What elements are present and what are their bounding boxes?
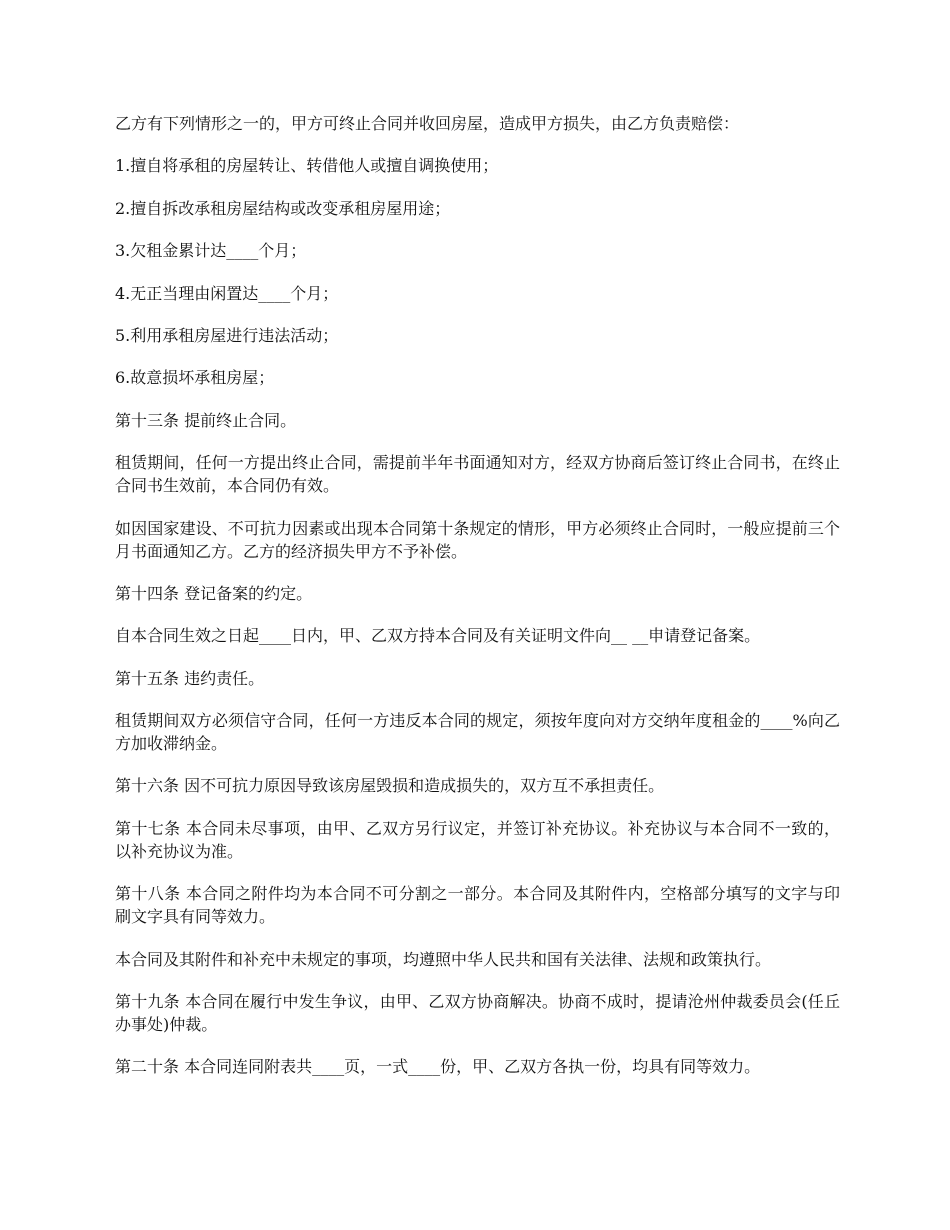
- article-20: 第二十条 本合同连同附表共____页，一式____份，甲、乙双方各执一份，均具有同等效力。: [115, 1057, 761, 1077]
- paragraph-item-2: 2.擅自拆改承租房屋结构或改变承租房屋用途；: [115, 198, 451, 218]
- paragraph-item-4: 4.无正当理由闲置达____个月；: [115, 283, 339, 303]
- paragraph-item-3: 3.欠租金累计达____个月；: [115, 241, 307, 261]
- article-17: 第十七条 本合同未尽事项，由甲、乙双方另行议定，并签订补充协议。补充协议与本合同不一致的，以补充协议为准。: [115, 818, 840, 861]
- paragraph-item-5: 5.利用承租房屋进行违法活动；: [115, 325, 339, 345]
- article-16: 第十六条 因不可抗力原因导致该房屋毁损和造成损失的，双方互不承担责任。: [115, 776, 665, 796]
- article-18-supplement: 本合同及其附件和补充中未规定的事项，均遵照中华人民共和国有关法律、法规和政策执行。: [115, 949, 772, 969]
- article-15-heading: 第十五条 违约责任。: [115, 668, 265, 688]
- article-13-body-1: 租赁期间，任何一方提出终止合同，需提前半年书面通知对方，经双方协商后签订终止合同书，在终止合同书生效前，本合同仍有效。: [115, 453, 840, 496]
- document-page: [115, 112, 840, 1098]
- article-19: 第十九条 本合同在履行中发生争议，由甲、乙双方协商解决。协商不成时，提请沧州仲裁委员会(任丘办事处)仲裁。: [115, 992, 840, 1035]
- article-15-body: 租赁期间双方必须信守合同，任何一方违反本合同的规定，须按年度向对方交纳年度租金的____%向乙方加收滞纳金。: [115, 711, 840, 754]
- article-14-body: 自本合同生效之日起____日内，甲、乙双方持本合同及有关证明文件向__ __申请登记备案。: [115, 626, 761, 646]
- article-18: 第十八条 本合同之附件均为本合同不可分割之一部分。本合同及其附件内，空格部分填写的文字与印刷文字具有同等效力。: [115, 884, 840, 927]
- article-13-body-2: 如因国家建设、不可抗力因素或出现本合同第十条规定的情形，甲方必须终止合同时，一般应提前三个月书面通知乙方。乙方的经济损失甲方不予补偿。: [115, 518, 840, 561]
- paragraph-item-1: 1.擅自将承租的房屋转让、转借他人或擅自调换使用；: [115, 156, 499, 176]
- article-14-heading: 第十四条 登记备案的约定。: [115, 583, 313, 603]
- paragraph-item-6: 6.故意损坏承租房屋；: [115, 368, 275, 388]
- paragraph-termination-conditions: 乙方有下列情形之一的，甲方可终止合同并收回房屋，造成甲方损失，由乙方负责赔偿：: [115, 114, 740, 133]
- article-13-heading: 第十三条 提前终止合同。: [115, 410, 297, 430]
